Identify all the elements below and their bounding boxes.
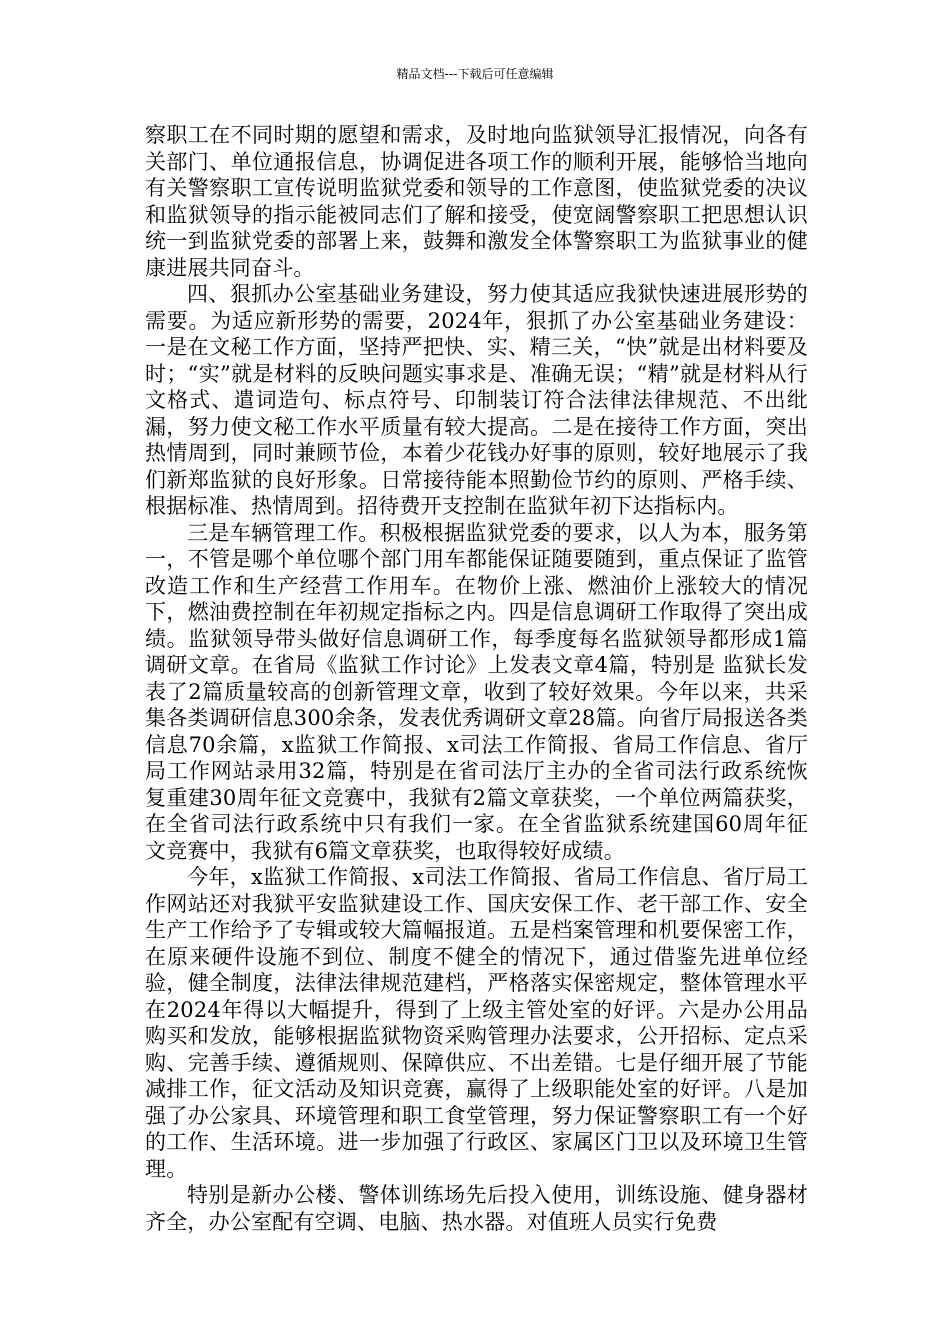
paragraph-2: 四、狠抓办公室基础业务建设，努力使其适应我狱快速进展形势的需要。为适应新形势的需要，2024年，狠抓了办公室基础业务建设：一是在文秘工作方面，坚持严把快、实、精三关，“快”就是出材料要及时；“实”就是材料的反映问题实事求是、准确无误；“精”就是材料从行文格式、遣词造句、标点符号、印制装订符合法律法律规范、不出纰漏，努力使文秘工作水平质量有较大提高。二是在接待工作方面，突出热情周到，同时兼顾节俭，本着少花钱办好事的原则，较好地展示了我们新郑监狱的良好形象。日常接待能本照勤俭节约的原则、严格手续、根据标准、热情周到。招待费开支控制在监狱年初下达指标内。 — [145, 282, 808, 518]
page-header: 精品文档---下载后可任意编辑 — [396, 67, 554, 81]
document-body — [145, 122, 808, 1235]
paragraph-1: 察职工在不同时期的愿望和需求，及时地向监狱领导汇报情况，向各有关部门、单位通报信息，协调促进各项工作的顺利开展，能够恰当地向有关警察职工宣传说明监狱党委和领导的工作意图，使监狱党委的决议和监狱领导的指示能被同志们了解和接受，使宽阔警察职工把思想认识统一到监狱党委的部署上来，鼓舞和激发全体警察职工为监狱事业的健康进展共同奋斗。 — [145, 123, 808, 280]
paragraph-4: 今年，x监狱工作简报、x司法工作简报、省局工作信息、省厅局工作网站还对我狱平安监狱建设工作、国庆安保工作、老干部工作、安全生产工作给予了专辑或较大篇幅报道。五是档案管理和机要保密工作，在原来硬件设施不到位、制度不健全的情况下，通过借鉴先进单位经验，健全制度，法律法律规范建档，严格落实保密规定，整体管理水平在2024年得以大幅提升，得到了上级主管处室的好评。六是办公用品购买和发放，能够根据监狱物资采购管理办法要求，公开招标、定点采购、完善手续、遵循规则、保障供应、不出差错。七是仔细开展了节能减排工作，征文活动及知识竞赛，赢得了上级职能处室的好评。八是加强了办公家具、环境管理和职工食堂管理，努力保证警察职工有一个好的工作、生活环境。进一步加强了行政区、家属区门卫以及环境卫生管理。 — [145, 865, 808, 1181]
paragraph-3: 三是车辆管理工作。积极根据监狱党委的要求，以人为本，服务第一，不管是哪个单位哪个部门用车都能保证随要随到，重点保证了监管改造工作和生产经营工作用车。在物价上涨、燃油价上涨较大的情况下，燃油费控制在年初规定指标之内。四是信息调研工作取得了突出成绩。监狱领导带头做好信息调研工作，每季度每名监狱领导都形成1篇调研文章。在省局《监狱工作讨论》上发表文章4篇，特别是 监狱长发表了2篇质量较高的创新管理文章，收到了较好效果。今年以来，共采集各类调研信息300余条，发表优秀调研文章28篇。向省厅局报送各类信息70余篇，x监狱工作简报、x司法工作简报、省局工作信息、省厅局工作网站录用32篇，特别是在省司法厅主办的全省司法行政系统恢复重建30周年征文竞赛中，我狱有2篇文章获奖，一个单位两篇获奖，在全省司法行政系统中只有我们一家。在全省监狱系统建国60周年征文竞赛中，我狱有6篇文章获奖，也取得较好成绩。 — [145, 520, 808, 863]
paragraph-5: 特别是新办公楼、警体训练场先后投入使用，训练设施、健身器材齐全，办公室配有空调、电脑、热水器。对值班人员实行免费 — [145, 1183, 808, 1234]
